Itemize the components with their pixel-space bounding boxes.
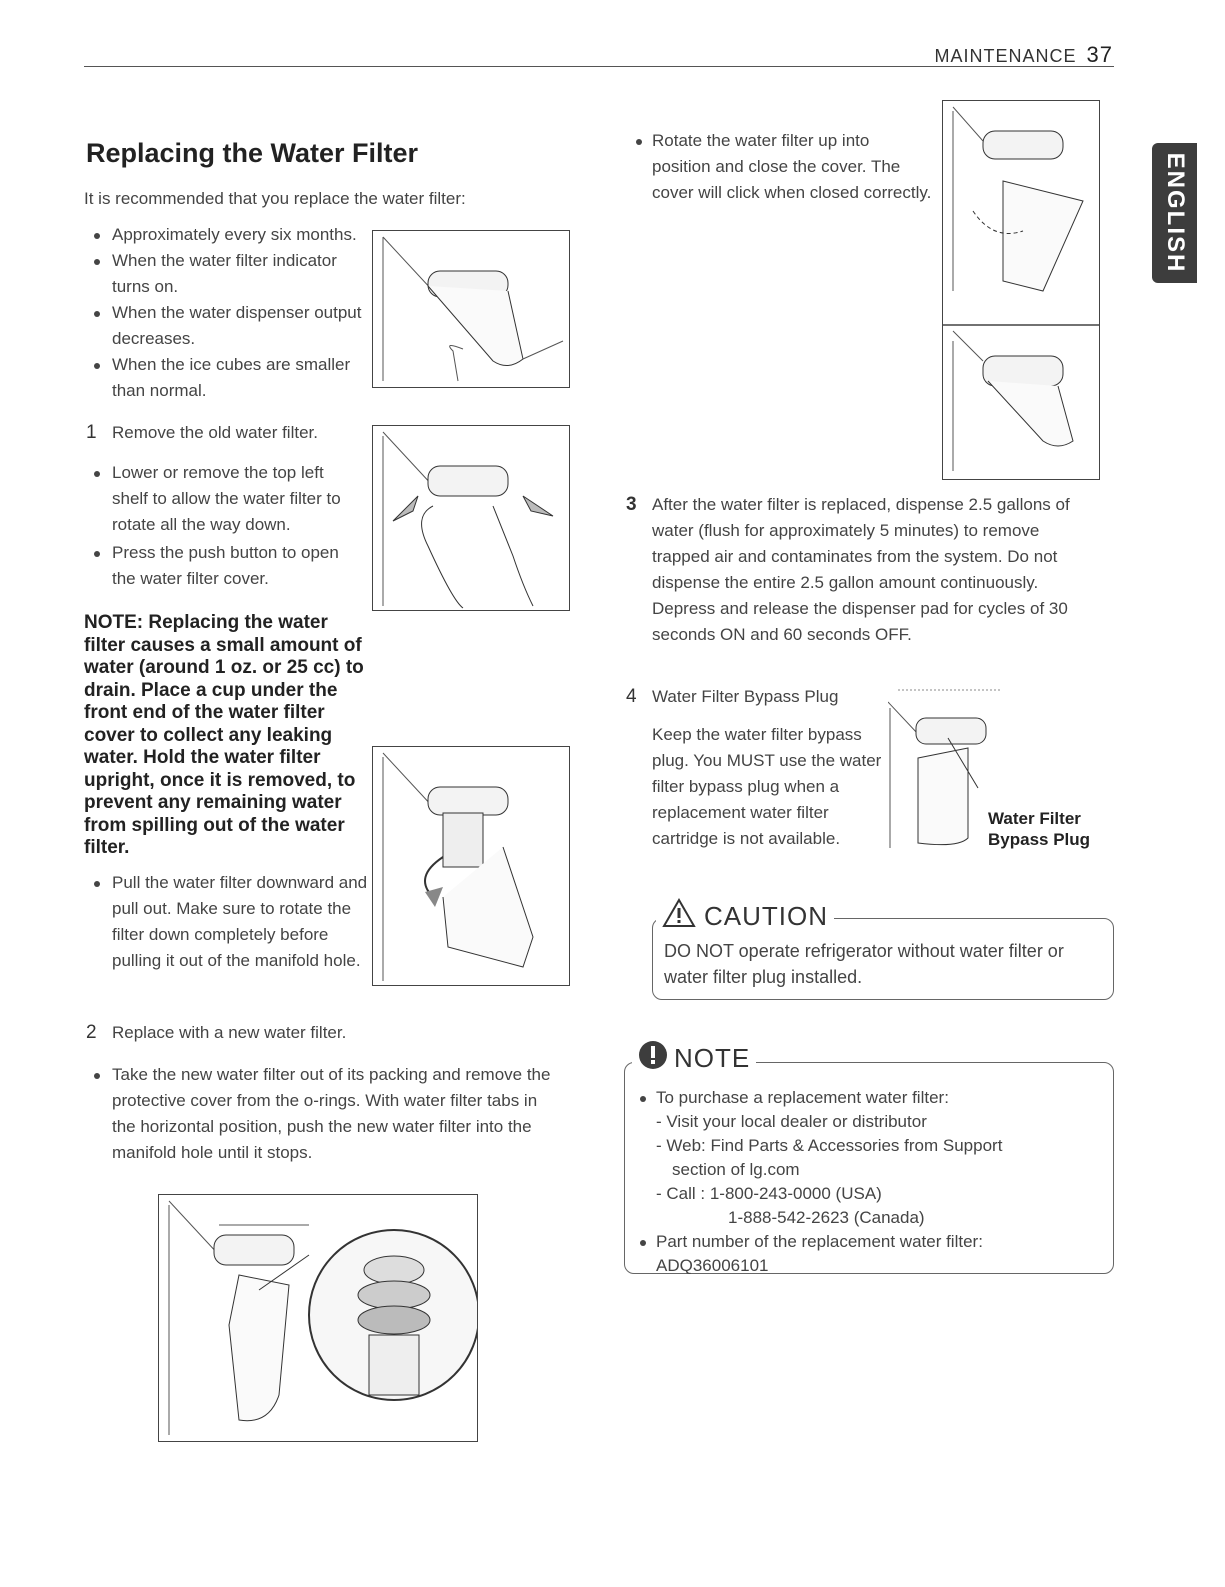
rotate-bullet bbox=[636, 128, 932, 206]
figure-insert-filter bbox=[158, 1194, 478, 1442]
step3-text: After the water filter is replaced, dispense 2.5 gallons of water (flush for approximately 5 minutes) to remove trapped air and contaminates from the system. Do not dispense the entire 2.5 gallon amount continuously. Depress and release the dispenser pad for cycles of 30 seconds ON and 60 seconds OFF. bbox=[652, 495, 1070, 644]
pull-bullet bbox=[92, 870, 372, 974]
list-item: When the ice cubes are smaller than normal. bbox=[92, 352, 372, 404]
bypass-plug-callout: Water Filter Bypass Plug bbox=[988, 809, 1091, 849]
note-content bbox=[640, 1086, 1100, 1278]
list-item: When the water dispenser output decreases. bbox=[92, 300, 372, 352]
step2-number: 2 bbox=[86, 1022, 97, 1043]
list-item: Pull the water filter downward and pull out. Make sure to rotate the filter down completely before pulling it out of the manifold hole. bbox=[92, 870, 372, 974]
step4-number: 4 bbox=[626, 686, 637, 707]
figure-push-button bbox=[372, 425, 570, 611]
caution-title: CAUTION bbox=[704, 901, 828, 931]
list-item: To purchase a replacement water filter: bbox=[640, 1086, 1100, 1110]
figure-bypass-plug bbox=[888, 688, 1002, 854]
note-title: NOTE bbox=[674, 1043, 751, 1073]
inline-note-text: Replacing the water filter causes a small amount of water (around 1 oz. or 25 cc) to drain. Place a cup under the front end of the water filter cover to collect any leaking water. Hold the water filter upright, once it is removed, to prevent any remaining water from spilling out of the water filter. bbox=[84, 612, 364, 858]
step4-text: Keep the water filter bypass plug. You MUST use the water filter bypass plug when a replacement water filter cartridge is not available. bbox=[652, 725, 882, 848]
list-item: - Call : 1-800-243-0000 (USA) bbox=[656, 1184, 882, 1203]
page-title: Replacing the Water Filter bbox=[86, 138, 419, 168]
section-name: MAINTENANCE bbox=[934, 46, 1077, 66]
step4-title: Water Filter Bypass Plug bbox=[652, 687, 839, 706]
step1-text: Remove the old water filter. bbox=[112, 423, 318, 442]
step1-number: 1 bbox=[86, 422, 97, 443]
page-header bbox=[935, 42, 1114, 68]
exclamation-circle-icon bbox=[638, 1040, 668, 1077]
figure-pull-filter bbox=[372, 746, 570, 986]
list-item: Approximately every six months. bbox=[92, 222, 372, 248]
page-number: 37 bbox=[1086, 42, 1113, 67]
header-rule bbox=[84, 66, 1114, 67]
list-item: Press the push button to open the water filter cover. bbox=[92, 540, 364, 592]
step1-bullet-list bbox=[92, 460, 364, 592]
note-header bbox=[632, 1040, 756, 1077]
list-item: Lower or remove the top left shelf to allow the water filter to rotate all the way down. bbox=[92, 460, 364, 538]
step2-text: Replace with a new water filter. bbox=[112, 1023, 347, 1042]
inline-note bbox=[84, 612, 364, 860]
list-item: - Visit your local dealer or distributor bbox=[656, 1112, 927, 1131]
list-item: Take the new water filter out of its packing and remove the protective cover from the o-rings. With water filter tabs in the horizontal position, push the new water filter into the manifold hole until it stops. bbox=[92, 1062, 552, 1166]
language-tab-label: ENGLISH bbox=[1161, 152, 1189, 274]
step3-number: 3 bbox=[626, 494, 637, 515]
list-item: Part number of the replacement water filter: bbox=[640, 1230, 1100, 1254]
part-number: ADQ36006101 bbox=[656, 1256, 769, 1275]
language-tab bbox=[1152, 143, 1197, 283]
list-item: - Web: Find Parts & Accessories from Support bbox=[656, 1136, 1003, 1155]
caution-header bbox=[656, 898, 834, 935]
warning-triangle-icon bbox=[662, 898, 696, 935]
caution-text: DO NOT operate refrigerator without water filter or water filter plug installed. bbox=[664, 941, 1064, 987]
figure-rotate-close bbox=[942, 100, 1100, 480]
list-item: When the water filter indicator turns on. bbox=[92, 248, 372, 300]
figure-filter-housing bbox=[372, 230, 570, 388]
intro-bullet-list bbox=[92, 222, 372, 404]
step2-bullet bbox=[92, 1062, 552, 1166]
intro-text: It is recommended that you replace the water filter: bbox=[84, 189, 466, 208]
list-item: Rotate the water filter up into position and close the cover. The cover will click when closed correctly. bbox=[636, 128, 932, 206]
list-item: section of lg.com bbox=[672, 1160, 800, 1179]
list-item: 1-888-542-2623 (Canada) bbox=[728, 1208, 925, 1227]
inline-note-label: NOTE: bbox=[84, 612, 144, 633]
